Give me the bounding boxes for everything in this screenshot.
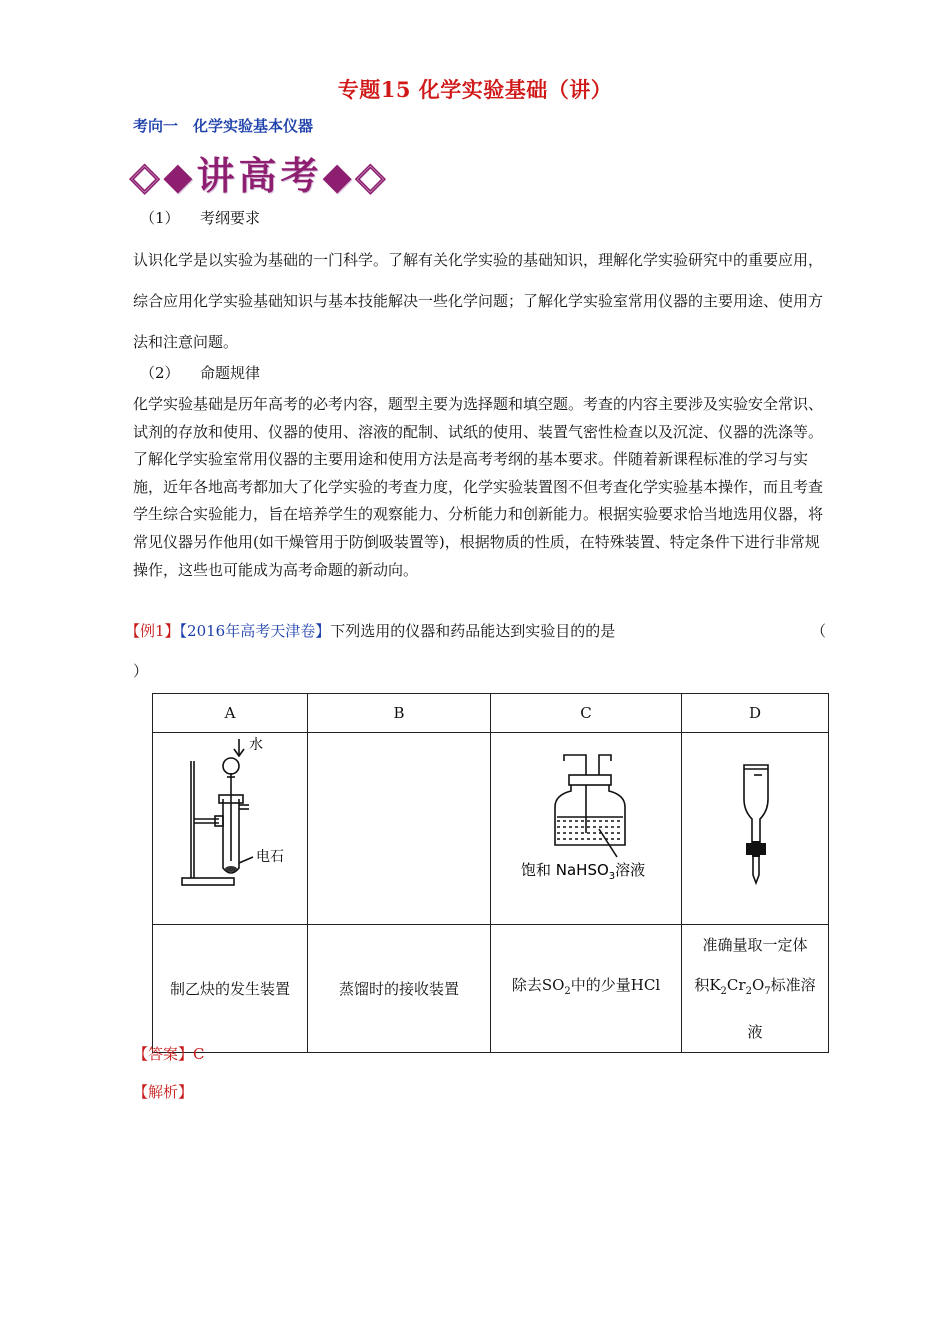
table-header-row	[153, 694, 829, 733]
options-table	[152, 693, 829, 1053]
subheading-label: 考纲要求	[200, 209, 261, 227]
answer-paren-open: （	[811, 622, 827, 640]
desc-d-line: 液	[747, 1023, 763, 1041]
option-desc-c	[491, 925, 682, 1053]
option-desc-b: 蒸馏时的接收装置	[308, 925, 491, 1053]
acetylene-apparatus-figure	[153, 733, 307, 920]
paragraph-syllabus: 认识化学是以实验为基础的一门科学。了解有关化学实验的基础知识，理解化学实验研究中的重要应用，综合应用化学实验基础知识与基本技能解决一些化学问题；了解化学实验室常用仪器的主要用途、使用方法和注意问题。	[133, 251, 824, 351]
desc-d-subscript: 7	[764, 986, 771, 997]
desc-d-part: Cr	[726, 976, 746, 994]
banner-text: 讲高考	[196, 153, 323, 198]
option-header-d: D	[682, 694, 829, 733]
page-title: 专题15 化学实验基础（讲）	[337, 77, 613, 102]
option-header-b: B	[308, 694, 491, 733]
desc-d-part: 标准溶	[770, 976, 816, 994]
label-carbide: 电石	[256, 849, 284, 865]
paragraph-pattern: 化学实验基础是历年高考的必考内容，题型主要为选择题和填空题。考查的内容主要涉及实验安全常识、试剂的存放和使用、仪器的使用、溶液的配制、试纸的使用、装置气密性检查以及沉淀、仪器的洗涤等。了解化学实验室常用仪器的主要用途和使用方法是高考考纲的基本要求。伴随着新课程标准的学习与实施，近年各地高考都加大了化学实验的考查力度，化学实验装置图不但考查化学实验基本操作，而且考查学生综合实验能力，旨在培养学生的观察能力、分析能力和创新能力。根据实验要求恰当地选用仪器，将常见仪器另作他用(如干燥管用于防倒吸装置等)，根据物质的性质，在特殊装置、特定条件下进行非常规操作，这些也可能成为高考命题的新动向。	[133, 395, 824, 579]
analysis-label: 【解析】	[133, 1083, 194, 1101]
example-text: 下列选用的仪器和药品能达到实验目的的是	[330, 622, 616, 640]
desc-d-part: 积K	[694, 976, 721, 994]
subheading-label: 命题规律	[200, 364, 261, 382]
subheading-pattern	[140, 362, 260, 383]
desc-c-part: 除去SO	[511, 976, 565, 994]
figure-cell-c	[491, 733, 682, 925]
example-tag: 【例1】	[125, 622, 180, 640]
example-source: 【2016年高考天津卷】	[179, 622, 331, 640]
figure-cell-a	[153, 733, 308, 925]
banner	[130, 145, 389, 200]
hollow-diamond-icon: ◇	[130, 153, 164, 198]
burette-figure	[682, 733, 828, 920]
desc-d-line: 准确量取一定体	[702, 936, 808, 954]
label-water: 水	[249, 737, 263, 753]
option-header-a: A	[153, 694, 308, 733]
answer-paren-close: ）	[133, 662, 149, 680]
section-title: 考向一 化学实验基本仪器	[133, 117, 314, 135]
solid-diamond-icon: ◆	[322, 153, 356, 198]
option-desc-d	[682, 925, 829, 1053]
option-desc-a: 制乙炔的发生装置	[153, 925, 308, 1053]
table-figure-row	[153, 733, 829, 925]
answer	[133, 1043, 205, 1064]
subheading-number: （1）	[140, 209, 180, 227]
subheading-number: （2）	[140, 364, 180, 382]
desc-d-line	[682, 965, 828, 1012]
option-header-c: C	[491, 694, 682, 733]
desc-c-part: 中的少量HCl	[570, 976, 661, 994]
label-solution: 溶液	[615, 861, 646, 879]
answer-value: C	[193, 1045, 205, 1063]
desc-d-part: O	[751, 976, 765, 994]
desc-d-subscript: 2	[720, 986, 727, 997]
figure-cell-d	[682, 733, 829, 925]
desc-c-subscript: 2	[564, 986, 571, 997]
label-subscript: 3	[608, 871, 616, 882]
answer-label: 【答案】	[133, 1045, 194, 1063]
figure-cell-b-empty	[308, 733, 491, 925]
solid-diamond-icon: ◆	[163, 153, 197, 198]
label-saturated-solution	[521, 861, 645, 882]
label-nahso3: 饱和 NaHSO	[521, 861, 609, 879]
table-description-row	[153, 925, 829, 1053]
hollow-diamond-icon: ◇	[355, 153, 389, 198]
desc-d-subscript: 2	[745, 986, 752, 997]
gas-washing-bottle-figure	[491, 733, 681, 920]
example-question	[125, 620, 615, 641]
subheading-syllabus	[140, 207, 260, 228]
